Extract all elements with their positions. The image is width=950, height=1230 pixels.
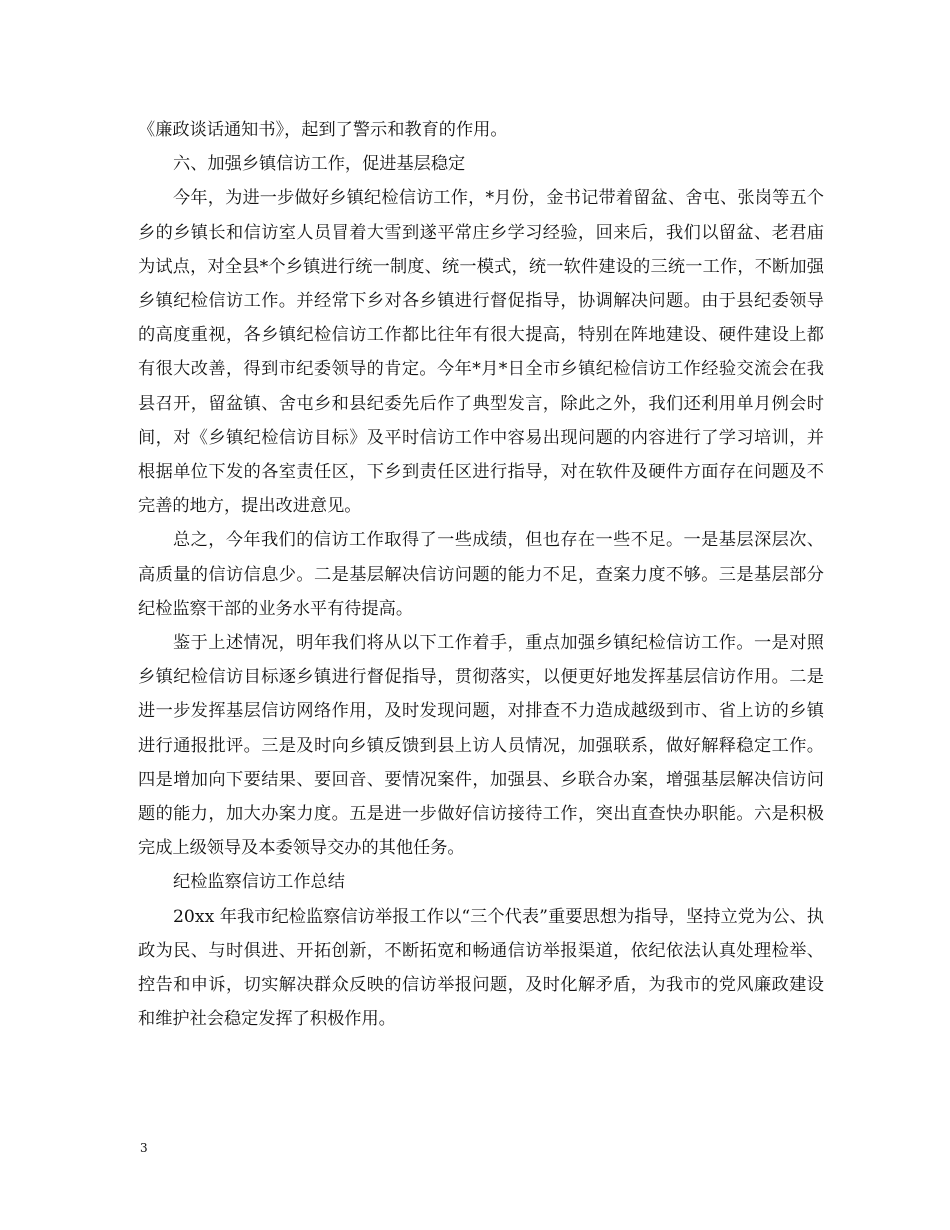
section-title: 纪检监察信访工作总结: [173, 872, 345, 893]
page-number: 3: [140, 1141, 148, 1155]
document-body: [138, 113, 824, 1036]
paragraph-3: 今年，为进一步做好乡镇纪检信访工作，*月份，金书记带着留盆、舍屯、张岗等五个乡的乡镇长和信访室人员冒着大雪到遂平常庄乡学习经验，回来后，我们以留盆、老君庙为试点，对全县*个乡镇进行统一制度、统一模式，统一软件建设的三统一工作，不断加强乡镇纪检信访工作。并经常下乡对各乡镇进行督促指导，协调解决问题。由于县纪委领导的高度重视，各乡镇纪检信访工作都比往年有很大提高，特别在阵地建设、硬件建设上都有很大改善，得到市纪委领导的肯定。今年*月*日全市乡镇纪检信访工作经验交流会在我县召开，留盆镇、舍屯乡和县纪委先后作了典型发言，除此之外，我们还利用单月例会时间，对《乡镇纪检信访目标》及平时信访工作中容易出现问题的内容进行了学习培训，并根据单位下发的各室责任区，下乡到责任区进行指导，对在软件及硬件方面存在问题及不完善的地方，提出改进意见。: [138, 188, 824, 517]
section-heading-6: 六、加强乡镇信访工作，促进基层稳定: [173, 154, 466, 175]
paragraph-7: 20xx 年我市纪检监察信访举报工作以“三个代表”重要思想为指导，坚持立党为公、执政为民、与时俱进、开拓创新，不断拓宽和畅通信访举报渠道，依纪依法认真处理检举、控告和申诉，切实解决群众反映的信访举报问题，及时化解矛盾，为我市的党风廉政建设和维护社会稳定发挥了积极作用。: [138, 906, 824, 1030]
paragraph-4: 总之，今年我们的信访工作取得了一些成绩，但也存在一些不足。一是基层深层次、高质量的信访信息少。二是基层解决信访问题的能力不足，查案力度不够。三是基层部分纪检监察干部的业务水平有待提高。: [138, 530, 824, 619]
paragraph-1: 《廉政谈话通知书》，起到了警示和教育的作用。: [138, 120, 508, 140]
paragraph-5: 鉴于上述情况，明年我们将从以下工作着手，重点加强乡镇纪检信访工作。一是对照乡镇纪检信访目标逐乡镇进行督促指导，贯彻落实，以便更好地发挥基层信访作用。二是进一步发挥基层信访网络作用，及时发现问题，对排查不力造成越级到市、省上访的乡镇进行通报批评。三是及时向乡镇反馈到县上访人员情况，加强联系，做好解释稳定工作。四是增加向下要结果、要回音、要情况案件，加强县、乡联合办案，增强基层解决信访问题的能力，加大办案力度。五是进一步做好信访接待工作，突出直查快办职能。六是积极完成上级领导及本委领导交办的其他任务。: [138, 633, 824, 859]
